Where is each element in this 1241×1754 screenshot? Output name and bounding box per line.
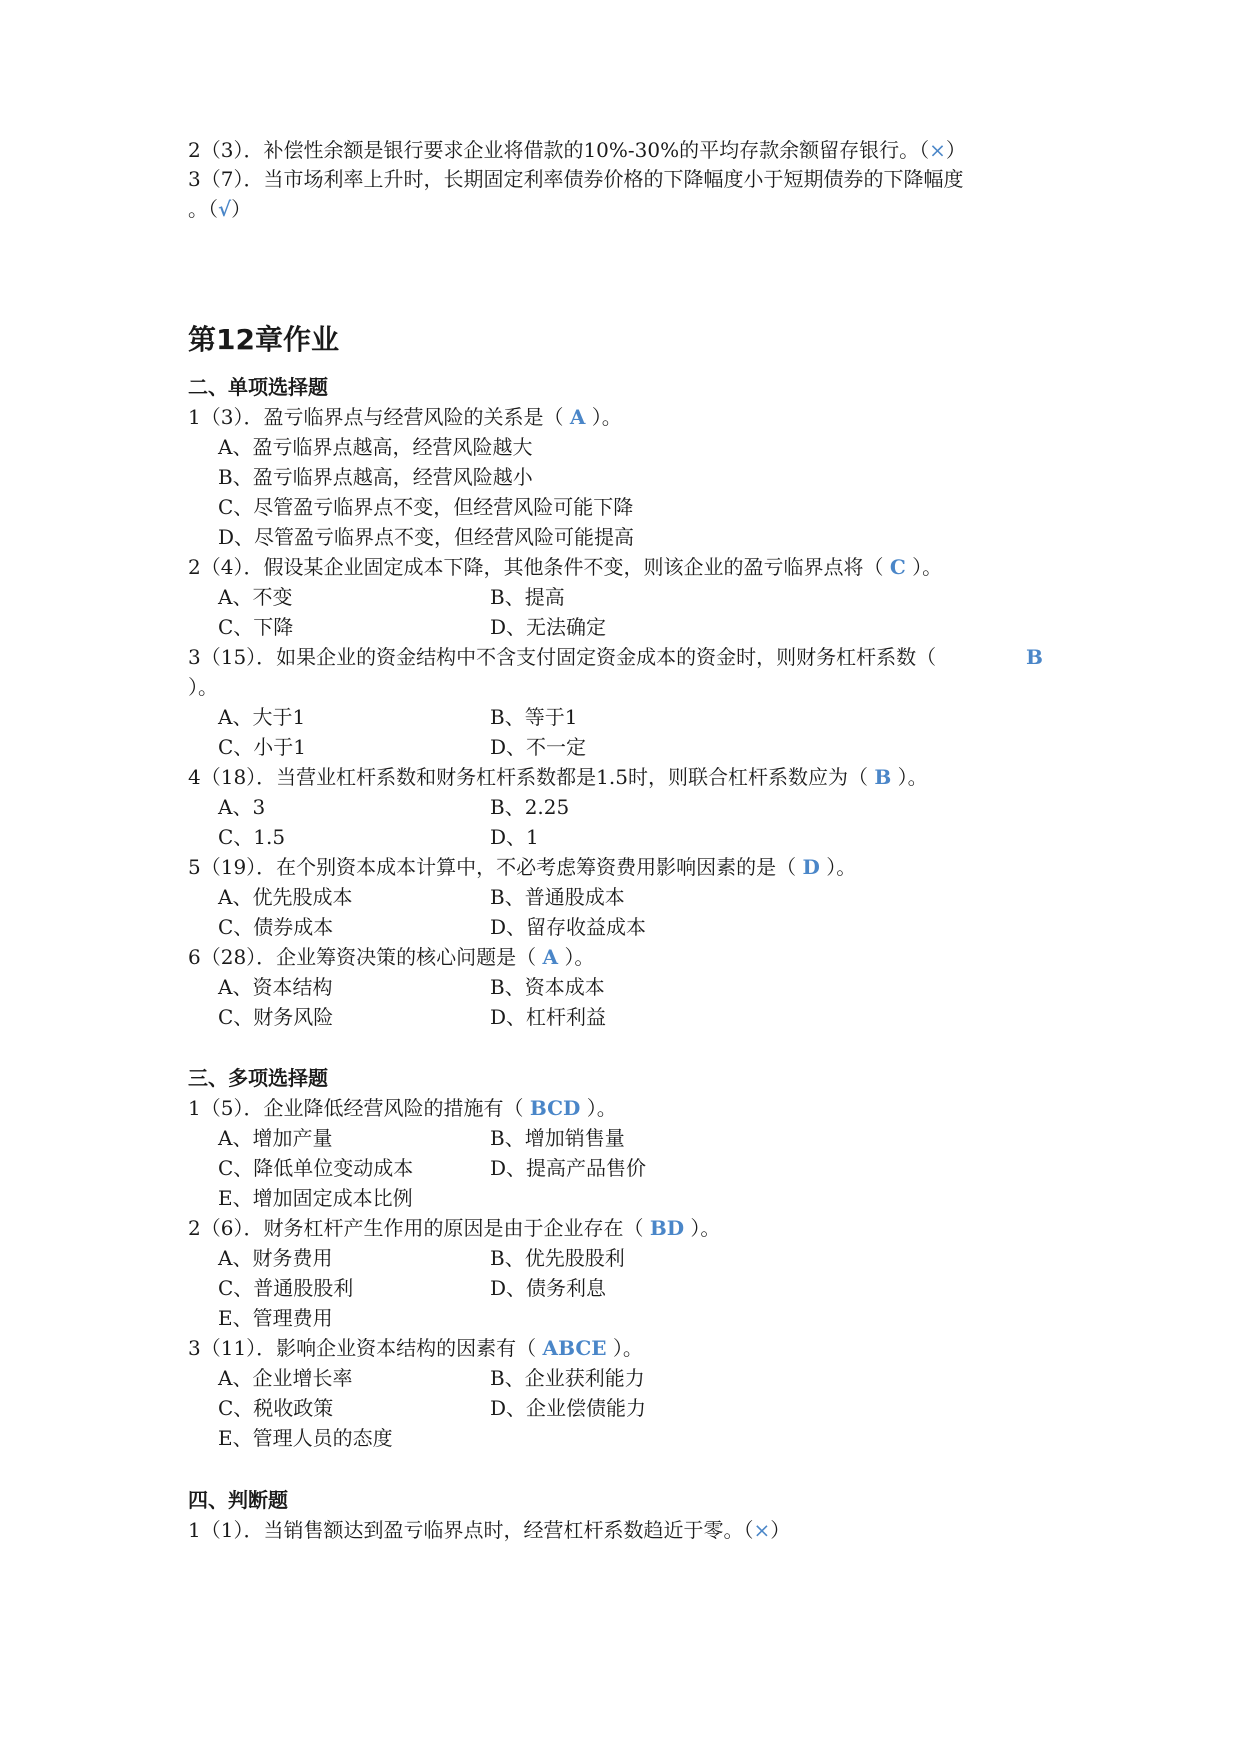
single-question-5: [188, 853, 856, 881]
option-c: C、尽管盈亏临界点不变，但经营风险可能下降: [218, 495, 634, 519]
option-a: A、增加产量: [218, 1126, 333, 1150]
question-stem: 3（15）．如果企业的资金结构中不含支付固定资金成本的资金时，则财务杠杆系数（: [188, 645, 937, 669]
option-a: A、大于1: [218, 705, 306, 729]
answer-mark: BD: [649, 1216, 685, 1240]
answer-mark: D: [802, 855, 820, 879]
question-tail: ）。: [826, 855, 857, 879]
answer-mark: ABCE: [542, 1336, 607, 1360]
option-b: B、资本成本: [490, 975, 605, 999]
question-tail: ）。: [564, 945, 595, 969]
question-tail: ）。: [612, 1336, 643, 1360]
option-b: B、盈亏临界点越高，经营风险越小: [218, 465, 533, 489]
question-text-cont: 。（: [188, 197, 218, 221]
prev-question-3-cont: [188, 195, 251, 223]
single-question-1: [188, 403, 622, 431]
question-stem: 2（6）．财务杠杆产生作用的原因是由于企业存在（: [188, 1216, 644, 1240]
option-e: E、增加固定成本比例: [218, 1186, 413, 1210]
question-stem: 6（28）．企业筹资决策的核心问题是（: [188, 945, 537, 969]
option-a: A、优先股成本: [218, 885, 353, 909]
answer-mark: √: [218, 197, 232, 221]
prev-question-2: [188, 136, 966, 164]
option-c: C、债券成本: [218, 915, 334, 939]
question-tail: ）。: [912, 555, 943, 579]
option-d: D、企业偿债能力: [490, 1396, 647, 1420]
option-a: A、资本结构: [218, 975, 333, 999]
option-d: D、杠杆利益: [490, 1005, 607, 1029]
question-tail: ）。: [591, 405, 622, 429]
option-a: A、3: [218, 795, 266, 819]
option-d: D、尽管盈亏临界点不变，但经营风险可能提高: [218, 525, 635, 549]
question-tail: ）。: [586, 1096, 617, 1120]
single-question-4: [188, 763, 928, 791]
option-e: E、管理费用: [218, 1306, 333, 1330]
option-a: A、财务费用: [218, 1246, 333, 1270]
question-stem: 5（19）．在个别资本成本计算中，不必考虑筹资费用影响因素的是（: [188, 855, 797, 879]
question-stem: 2（4）．假设某企业固定成本下降，其他条件不变，则该企业的盈亏临界点将（: [188, 555, 884, 579]
single-question-3: [188, 643, 936, 671]
answer-mark: C: [889, 555, 906, 579]
question-text: 3（7）．当市场利率上升时，长期固定利率债券价格的下降幅度小于短期债券的下降幅度: [188, 167, 964, 191]
answer-mark: B: [874, 765, 892, 789]
option-b: B、企业获利能力: [490, 1366, 645, 1390]
option-a: A、不变: [218, 585, 293, 609]
option-c: C、降低单位变动成本: [218, 1156, 414, 1180]
single-question-2: [188, 553, 942, 581]
judge-question-1: [188, 1516, 790, 1544]
option-d: D、无法确定: [490, 615, 607, 639]
option-d: D、留存收益成本: [490, 915, 647, 939]
chapter-title: 第12章作业: [188, 323, 339, 356]
option-c: C、税收政策: [218, 1396, 334, 1420]
question-text: 2（3）．补偿性余额是银行要求企业将借款的10%-30%的平均存款余额留存银行。（: [188, 138, 930, 162]
question-close: ）: [770, 1518, 791, 1542]
question-tail: ）。: [897, 765, 928, 789]
option-d: D、债务利息: [490, 1276, 607, 1300]
answer-mark: ×: [929, 138, 946, 162]
answer-mark: ×: [753, 1518, 771, 1542]
question-close: ）: [231, 197, 252, 221]
question-stem: 1（3）．盈亏临界点与经营风险的关系是（: [188, 405, 564, 429]
question-stem: 4（18）．当营业杠杆系数和财务杠杆系数都是1.5时，则联合杠杆系数应为（: [188, 765, 868, 789]
question-stem: 1（5）．企业降低经营风险的措施有（: [188, 1096, 524, 1120]
option-b: B、普通股成本: [490, 885, 625, 909]
question-text: 1（1）．当销售额达到盈亏临界点时，经营杠杆系数趋近于零。（: [188, 1518, 754, 1542]
single-question-6: [188, 943, 594, 971]
option-b: B、提高: [490, 585, 565, 609]
option-c: C、普通股股利: [218, 1276, 354, 1300]
option-c: C、小于1: [218, 735, 307, 759]
option-d: D、提高产品售价: [490, 1156, 647, 1180]
answer-mark: B: [1026, 645, 1043, 669]
section-heading-single: 二、单项选择题: [188, 375, 328, 399]
option-c: C、下降: [218, 615, 294, 639]
question-close: ）: [945, 138, 966, 162]
question-tail: ）。: [690, 1216, 721, 1240]
multi-question-3: [188, 1334, 643, 1362]
option-a: A、企业增长率: [218, 1366, 353, 1390]
option-d: D、1: [490, 825, 539, 849]
option-b: B、优先股股利: [490, 1246, 625, 1270]
multi-question-2: [188, 1214, 720, 1242]
section-heading-judge: 四、判断题: [188, 1488, 288, 1512]
option-b: B、2.25: [490, 795, 570, 819]
single-question-3-tail: ）。: [188, 675, 218, 699]
option-d: D、不一定: [490, 735, 587, 759]
section-heading-multi: 三、多项选择题: [188, 1066, 328, 1090]
option-a: A、盈亏临界点越高，经营风险越大: [218, 435, 533, 459]
option-c: C、1.5: [218, 825, 286, 849]
option-b: B、增加销售量: [490, 1126, 625, 1150]
prev-question-3: [188, 165, 963, 193]
question-stem: 3（11）．影响企业资本结构的因素有（: [188, 1336, 537, 1360]
answer-mark: A: [569, 405, 586, 429]
option-e: E、管理人员的态度: [218, 1426, 393, 1450]
option-c: C、财务风险: [218, 1005, 334, 1029]
answer-mark: A: [542, 945, 559, 969]
answer-mark: BCD: [529, 1096, 581, 1120]
option-b: B、等于1: [490, 705, 578, 729]
multi-question-1: [188, 1094, 617, 1122]
